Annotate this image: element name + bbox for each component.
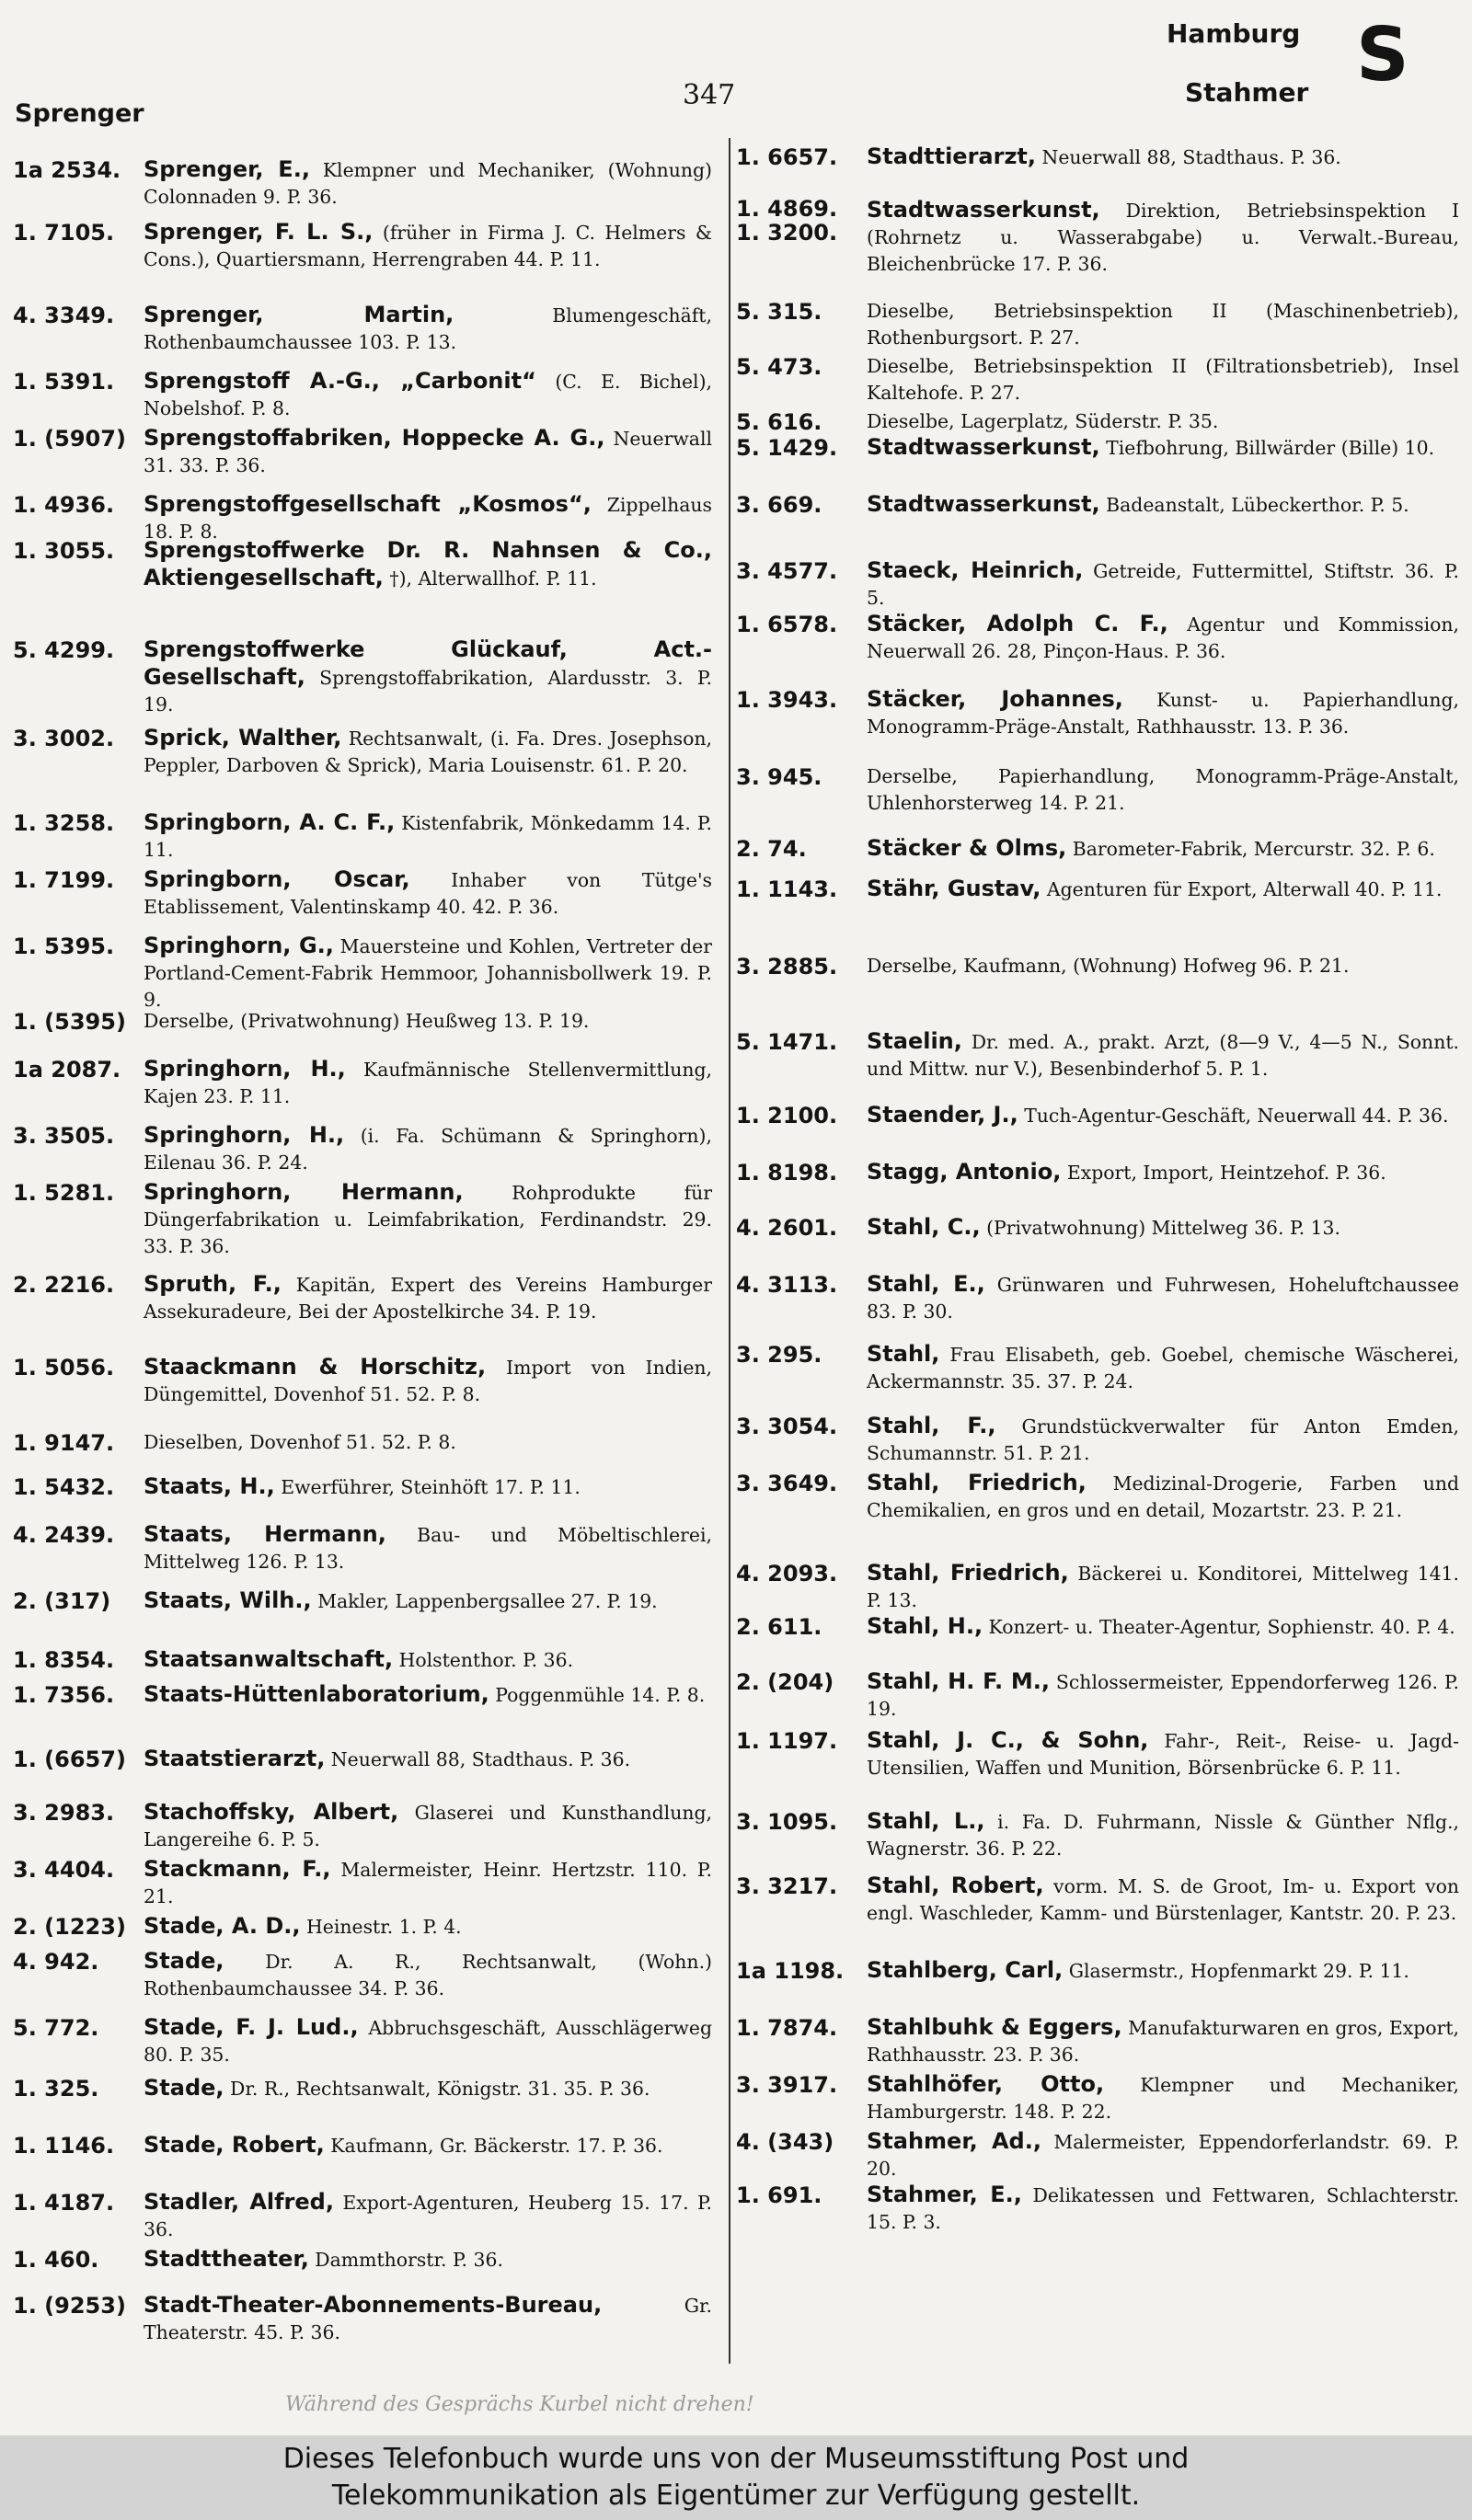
entry-name: Stadt-Theater-Abonnements-Bureau, xyxy=(144,2292,603,2318)
entry-details: Derselbe, (Privatwohnung) Heußweg 13. P. 19. xyxy=(144,1010,590,1032)
phone-number: 5. 616. xyxy=(736,409,822,435)
entry-text xyxy=(867,611,1459,665)
phone-number: 3. 295. xyxy=(736,1342,822,1368)
entry-details: Frau Elisabeth, geb. Goebel, chemische Wäscherei, Ackermannstr. 35. 37. P. 24. xyxy=(867,1344,1460,1392)
entry-text xyxy=(867,2128,1459,2182)
entry-name: Staats, H., xyxy=(144,1473,275,1499)
entry-text xyxy=(144,1056,712,1110)
entry-details: Agentur und Kommission, Neuerwall 26. 28, Pinçon-Haus. P. 36. xyxy=(867,613,1460,662)
entry-details: Manufakturwaren en gros, Export, Rathhausstr. 23. P. 36. xyxy=(867,2017,1459,2066)
entry-details: Dr. R., Rechtsanwalt, Königstr. 31. 35. P. 36. xyxy=(230,2078,650,2100)
bottom-notice: Während des Gesprächs Kurbel nicht drehen! xyxy=(285,2393,754,2416)
entry-details: Heinestr. 1. P. 4. xyxy=(306,1916,462,1938)
entry-details: Sprengstoffabrikation, Alardusstr. 3. P. 19. xyxy=(144,667,713,716)
entry-details: Glasermstr., Hopfenmarkt 29. P. 11. xyxy=(1068,1960,1409,1982)
entry-name: Stade, xyxy=(144,1948,224,1974)
phone-number: 3. 3505. xyxy=(13,1123,115,1149)
entry-text xyxy=(867,876,1459,903)
entry-name: Sprick, Walther, xyxy=(144,725,342,750)
phone-number: 1. 3055. xyxy=(13,538,115,564)
entry-details: i. Fa. D. Fuhrmann, Nissle & Günther Nflg., Wagnerstr. 36. P. 22. xyxy=(867,1811,1460,1860)
entry-text xyxy=(144,1179,712,1260)
entry-text xyxy=(867,1613,1459,1641)
phone-number: 1. (5907) xyxy=(13,426,126,452)
entry-name: Stachoffsky, Albert, xyxy=(144,1799,399,1825)
entry-details: Malermeister, Heinr. Hertzstr. 110. P. 21. xyxy=(144,1859,712,1907)
phone-number: 1. 691. xyxy=(736,2182,822,2208)
phone-number: 1. 6657. xyxy=(736,144,838,170)
entry-details: Dr. A. R., Rechtsanwalt, (Wohn.) Rothenbaumchaussee 34. P. 36. xyxy=(144,1951,713,1999)
phone-number: 3. 3002. xyxy=(13,726,115,751)
entry-name: Stadtwasserkunst, xyxy=(867,197,1100,223)
entry-details: Poggenmühle 14. P. 8. xyxy=(495,1684,706,1706)
entry-name: Stahl, H. F. M., xyxy=(867,1668,1051,1694)
entry-text xyxy=(144,2014,712,2068)
phone-number: 1. 3258. xyxy=(13,810,115,836)
entry-text xyxy=(867,1873,1459,1927)
entry-text xyxy=(867,1271,1459,1325)
entry-details: Dr. med. A., prakt. Arzt, (8—9 V., 4—5 N., Sonnt. und Mittw. nur V.), Besenbinderhof 5. P. 1. xyxy=(867,1031,1460,1080)
phone-number: 1. 8354. xyxy=(13,1647,115,1673)
entry-text xyxy=(867,1957,1459,1985)
entry-text xyxy=(144,636,712,718)
entry-details: (i. Fa. Schümann & Springhorn), Eilenau 36. P. 24. xyxy=(144,1125,712,1174)
phone-number: 1. 325. xyxy=(13,2076,99,2102)
phone-number: 3. 1095. xyxy=(736,1809,838,1835)
entry-text xyxy=(144,1856,712,1910)
entry-details: Zippelhaus 18. P. 8. xyxy=(144,494,712,543)
phone-number: 5. 4299. xyxy=(13,637,115,663)
phone-number: 3. 3054. xyxy=(736,1414,838,1439)
entry-details: Delikatessen und Fettwaren, Schlachterstr. 15. P. 3. xyxy=(867,2184,1460,2233)
phone-number: 1. 4187. xyxy=(13,2190,115,2216)
phone-number: 1a 2534. xyxy=(13,157,121,183)
entry-text xyxy=(144,1008,712,1035)
entry-name: Stadtwasserkunst, xyxy=(867,434,1100,460)
phone-number: 1a 2087. xyxy=(13,1057,121,1082)
entry-details: Fahr-, Reit-, Reise- u. Jagd-Utensilien, Waffen und Munition, Börsenbrücke 6. P. 11. xyxy=(867,1730,1459,1779)
phone-number: 1. 1143. xyxy=(736,876,838,902)
entry-name: Staeck, Heinrich, xyxy=(867,557,1084,583)
entry-name: Stadttheater, xyxy=(144,2246,309,2272)
phone-number: 5. 315. xyxy=(736,299,822,325)
running-head xyxy=(0,0,1472,138)
phone-number: 1. 1197. xyxy=(736,1728,838,1754)
entry-name: Stäcker, Adolph C. F., xyxy=(867,611,1168,636)
entry-name: Stahl, Robert, xyxy=(867,1873,1044,1898)
entry-name: Springhorn, H., xyxy=(144,1056,346,1082)
footer-line-2: Telekommunikation als Eigentümer zur Verfügung gestellt. xyxy=(331,2480,1141,2512)
entry-name: Stahl, Friedrich, xyxy=(867,1470,1087,1495)
entry-details: Neuerwall 88, Stadthaus. P. 36. xyxy=(330,1748,631,1770)
entry-name: Staatstierarzt, xyxy=(144,1746,326,1771)
entry-details: Tuch-Agentur-Geschäft, Neuerwall 44. P. 36. xyxy=(1024,1105,1449,1127)
entry-text xyxy=(867,835,1459,863)
entry-name: Stadttierarzt, xyxy=(867,143,1037,169)
entry-name: Stahlbuhk & Eggers, xyxy=(867,2014,1122,2040)
entry-details: Blumengeschäft, Rothenbaumchaussee 103. P. 13. xyxy=(144,304,712,353)
entry-details: Schlossermeister, Eppendorferweg 126. P. 19. xyxy=(867,1671,1459,1720)
entry-name: Sprengstoffabriken, Hoppecke A. G., xyxy=(144,425,605,451)
entry-name: Stahl, H., xyxy=(867,1613,983,1639)
phone-number: 3. 2885. xyxy=(736,954,838,979)
entry-name: Stahl, xyxy=(867,1341,940,1367)
entry-name: Stadtwasserkunst, xyxy=(867,491,1100,517)
entry-name: Stade, Robert, xyxy=(144,2132,325,2158)
entry-name: Stahl, J. C., & Sohn, xyxy=(867,1727,1149,1753)
entry-details: Export-Agenturen, Heuberg 15. 17. P. 36. xyxy=(144,2192,713,2240)
entry-name: Springhorn, H., xyxy=(144,1122,345,1148)
entry-text xyxy=(144,1646,712,1674)
entry-name: Staelin, xyxy=(867,1028,962,1054)
entry-details: Derselbe, Papierhandlung, Monogramm-Präge-Anstalt, Uhlenhorsterweg 14. P. 21. xyxy=(867,765,1459,814)
entry-text xyxy=(867,2182,1459,2236)
entry-name: Stahmer, E., xyxy=(867,2182,1022,2207)
entry-details: Dieselben, Dovenhof 51. 52. P. 8. xyxy=(144,1431,456,1453)
entry-text xyxy=(867,1470,1459,1524)
entry-text xyxy=(144,1681,712,1709)
phone-number: 1. 5395. xyxy=(13,934,115,959)
phone-number: 3. 669. xyxy=(736,492,822,518)
phone-number: 1. 7356. xyxy=(13,1682,115,1708)
phone-number: 1. 5281. xyxy=(13,1180,115,1206)
entry-name: Sprenger, E., xyxy=(144,156,310,182)
entry-text xyxy=(144,2292,712,2346)
entry-name: Stahl, F., xyxy=(867,1413,996,1438)
entry-text xyxy=(144,1429,712,1456)
entry-text xyxy=(867,408,1459,435)
entry-name: Springhorn, G., xyxy=(144,933,334,958)
entry-name: Stäcker & Olms, xyxy=(867,835,1067,861)
entry-details: Grünwaren und Fuhrwesen, Hoheluftchaussee 83. P. 30. xyxy=(867,1274,1459,1323)
entry-details: (C. E. Bichel), Nobelshof. P. 8. xyxy=(144,371,713,419)
entry-details: Makler, Lappenbergsallee 27. P. 19. xyxy=(317,1590,658,1612)
entry-details: Malermeister, Eppendorferlandstr. 69. P. 20. xyxy=(867,2131,1460,2180)
phone-number: 5. 772. xyxy=(13,2015,99,2041)
entry-name: Staats, Wilh., xyxy=(144,1587,312,1613)
entry-name: Sprengstoffwerke Dr. R. Nahnsen & Co., Aktiengesellschaft, xyxy=(144,537,712,590)
phone-number: 5. 1429. xyxy=(736,435,838,461)
entry-details: Tiefbohrung, Billwärder (Bille) 10. xyxy=(1106,437,1435,459)
entry-text xyxy=(867,2071,1459,2125)
entry-details: Kistenfabrik, Mönkedamm 14. P. 11. xyxy=(144,812,712,861)
entry-text xyxy=(867,1214,1459,1242)
entry-text xyxy=(144,368,712,422)
entry-text xyxy=(144,933,712,1014)
entry-details: Glaserei und Kunsthandlung, Langereihe 6. P. 5. xyxy=(144,1802,712,1850)
entry-text xyxy=(144,2075,712,2102)
entry-details: Medizinal-Drogerie, Farben und Chemikalien, en gros und en detail, Mozartstr. 23. P. 21. xyxy=(867,1472,1460,1521)
phone-number: 4. (343) xyxy=(736,2129,834,2155)
entry-details: Barometer-Fabrik, Mercurstr. 32. P. 6. xyxy=(1072,838,1435,860)
entry-text xyxy=(867,763,1459,817)
phone-number: 4. 942. xyxy=(13,1949,99,1975)
column-divider xyxy=(729,138,730,2364)
entry-text xyxy=(867,1727,1459,1781)
entry-details: Gr. Theaterstr. 45. P. 36. xyxy=(144,2295,712,2343)
entry-details: Rohprodukte für Düngerfabrikation u. Leimfabrikation, Ferdinandstr. 29. 33. P. 36. xyxy=(144,1182,712,1257)
entry-text xyxy=(867,143,1459,171)
letter-tab: S xyxy=(1356,12,1409,97)
entry-name: Staats, Hermann, xyxy=(144,1521,386,1547)
phone-number: 1. (6657) xyxy=(13,1747,126,1772)
entry-name: Stahl, C., xyxy=(867,1214,981,1240)
entry-text xyxy=(867,2014,1459,2068)
phone-number: 1. 7105. xyxy=(13,220,115,246)
entry-text xyxy=(867,491,1459,519)
phone-number: 1. 2100. xyxy=(736,1103,838,1128)
entry-details: Dieselbe, Betriebsinspektion II (Maschinenbetrieb), Rothenburgsort. P. 27. xyxy=(867,300,1459,349)
phone-number: 1. 6578. xyxy=(736,612,838,637)
phone-number: 2. 74. xyxy=(736,836,807,862)
entry-text xyxy=(867,434,1459,462)
phone-number: 1. 1146. xyxy=(13,2133,115,2159)
entry-name: Stahl, E., xyxy=(867,1271,985,1297)
entry-name: Sprenger, Martin, xyxy=(144,302,454,327)
phone-number: 4. 2601. xyxy=(736,1215,838,1241)
entry-text xyxy=(144,1799,712,1853)
phone-number: 3. 4404. xyxy=(13,1857,115,1883)
entry-text xyxy=(867,557,1459,612)
entry-name: Stahl, L., xyxy=(867,1808,985,1834)
phone-number: 3. 945. xyxy=(736,764,822,790)
phone-number: 1. 5056. xyxy=(13,1355,115,1380)
phone-number: 1. 460. xyxy=(13,2247,99,2273)
entry-text xyxy=(867,197,1459,278)
phone-number: 1. 8198. xyxy=(736,1160,838,1186)
entry-details: Kaufmännische Stellenvermittlung, Kajen 23. P. 11. xyxy=(144,1059,712,1107)
phone-number: 1. (9253) xyxy=(13,2293,126,2319)
entry-text xyxy=(144,156,712,211)
phone-number: 2. (317) xyxy=(13,1588,111,1614)
entry-details: Holstenthor. P. 36. xyxy=(398,1649,574,1671)
phone-number: 3. 3649. xyxy=(736,1471,838,1496)
entry-text xyxy=(144,1521,712,1575)
phone-number: 1. 4869. 1. 3200. xyxy=(736,196,838,246)
entry-text xyxy=(867,1341,1459,1395)
phone-number: 4. 2093. xyxy=(736,1561,838,1586)
entry-text xyxy=(867,353,1459,407)
phone-number: 5. 473. xyxy=(736,354,822,380)
phone-number: 3. 2983. xyxy=(13,1800,115,1826)
entry-name: Sprengstoff A.-G., „Carbonit“ xyxy=(144,368,536,394)
page-number: 347 xyxy=(683,79,736,111)
entry-name: Sprengstoffwerke Glückauf, Act.-Gesellschaft, xyxy=(144,636,712,690)
running-head-last-entry: Stahmer xyxy=(1185,77,1309,108)
entry-details: Abbruchsgeschäft, Ausschlägerweg 80. P. 35. xyxy=(144,2017,713,2066)
entry-text xyxy=(144,302,712,356)
entry-name: Springborn, Oscar, xyxy=(144,866,410,892)
entry-name: Staackmann & Horschitz, xyxy=(144,1354,487,1380)
entry-name: Staatsanwaltschaft, xyxy=(144,1646,394,1672)
entry-name: Spruth, F., xyxy=(144,1271,282,1297)
entry-name: Stagg, Antonio, xyxy=(867,1159,1062,1185)
entry-details: Rechtsanwalt, (i. Fa. Dres. Josephson, Peppler, Darboven & Sprick), Maria Louisenstr. 61. P. 20. xyxy=(144,727,712,776)
entry-text xyxy=(867,953,1459,979)
entry-details: Agenturen für Export, Alterwall 40. P. 11. xyxy=(1046,878,1443,900)
city-heading: Hamburg xyxy=(1167,18,1301,49)
footer-line-1: Dieses Telefonbuch wurde uns von der Museumsstiftung Post und xyxy=(282,2443,1190,2475)
entry-name: Stähr, Gustav, xyxy=(867,876,1041,901)
entry-text xyxy=(867,1102,1459,1129)
entry-text xyxy=(144,537,712,592)
phone-number: 1. 7874. xyxy=(736,2015,838,2041)
entry-text xyxy=(867,686,1459,740)
entry-name: Stade, A. D., xyxy=(144,1913,301,1939)
entry-text xyxy=(867,1668,1459,1723)
phone-number: 1. 5432. xyxy=(13,1474,115,1500)
entry-details: (früher in Firma J. C. Helmers & Cons.), Quartiersmann, Herrengraben 44. P. 11. xyxy=(144,222,713,270)
phone-number: 4. 3113. xyxy=(736,1272,838,1298)
entry-details: vorm. M. S. de Groot, Im- u. Export von engl. Waschleder, Kamm- und Bürstenlager, Kantstr. 20. P. 23. xyxy=(867,1875,1460,1924)
entry-text xyxy=(867,298,1459,351)
entry-details: Ewerführer, Steinhöft 17. P. 11. xyxy=(281,1476,581,1498)
entry-details: Neuerwall 88, Stadthaus. P. 36. xyxy=(1041,146,1341,168)
entry-text xyxy=(144,2189,712,2243)
entry-details: Mauersteine und Kohlen, Vertreter der Portland-Cement-Fabrik Hemmoor, Johannisbollwerk 19. P. 9. xyxy=(144,935,712,1011)
entry-text xyxy=(144,1948,712,2002)
entry-details: Klempner und Mechaniker, (Wohnung) Colonnaden 9. P. 36. xyxy=(144,159,713,208)
entry-details: Direktion, Betriebsinspektion I (Rohrnetz u. Wasserabgabe) u. Verwalt.-Bureau, Bleichenbrücke 17. P. 36. xyxy=(867,200,1459,275)
entry-name: Springborn, A. C. F., xyxy=(144,809,396,835)
phone-number: 4. 3349. xyxy=(13,303,115,328)
entry-details: Grundstückverwalter für Anton Emden, Schumannstr. 51. P. 21. xyxy=(867,1415,1460,1464)
phone-number: 2. (204) xyxy=(736,1669,834,1695)
entry-text xyxy=(144,866,712,921)
entry-name: Stadler, Alfred, xyxy=(144,2189,334,2215)
entry-details: Kapitän, Expert des Vereins Hamburger Assekuradeure, Bei der Apostelkirche 34. P. 19. xyxy=(144,1274,712,1323)
phone-number: 1. 3943. xyxy=(736,687,838,713)
entry-text xyxy=(867,1808,1459,1862)
entry-details: Neuerwall 31. 33. P. 36. xyxy=(144,428,712,476)
entry-details: Badeanstalt, Lübeckerthor. P. 5. xyxy=(1106,494,1409,516)
entry-text xyxy=(144,1354,712,1408)
entry-name: Staats-Hüttenlaboratorium, xyxy=(144,1681,489,1707)
entry-name: Stackmann, F., xyxy=(144,1856,331,1882)
entry-details: †), Alterwallhof. P. 11. xyxy=(389,567,597,590)
entry-details: Konzert- u. Theater-Agentur, Sophienstr. 40. P. 4. xyxy=(988,1616,1455,1638)
entry-name: Stahlhöfer, Otto, xyxy=(867,2071,1105,2097)
entry-details: Kaufmann, Gr. Bäckerstr. 17. P. 36. xyxy=(330,2135,663,2157)
entry-text xyxy=(144,2132,712,2159)
entry-details: Dieselbe, Lagerplatz, Süderstr. P. 35. xyxy=(867,410,1219,432)
phone-number: 1. 9147. xyxy=(13,1430,115,1456)
entry-name: Stahl, Friedrich, xyxy=(867,1560,1069,1586)
entry-text xyxy=(144,1746,712,1773)
entry-details: Inhaber von Tütge's Etablissement, Valentinskamp 40. 42. P. 36. xyxy=(144,869,713,918)
entry-name: Staender, J., xyxy=(867,1102,1018,1128)
entry-text xyxy=(867,1159,1459,1186)
phone-number: 3. 3917. xyxy=(736,2072,838,2098)
entry-text xyxy=(144,1122,712,1176)
phone-number: 2. (1223) xyxy=(13,1914,126,1940)
entry-text xyxy=(144,1473,712,1501)
entry-name: Sprengstoffgesellschaft „Kosmos“, xyxy=(144,491,592,517)
phone-number: 3. 3217. xyxy=(736,1873,838,1899)
entry-name: Stahmer, Ad., xyxy=(867,2128,1041,2154)
entry-text xyxy=(144,425,712,479)
entry-details: Kunst- u. Papierhandlung, Monogramm-Präge-Anstalt, Rathhausstr. 13. P. 36. xyxy=(867,689,1459,738)
entry-details: Dieselbe, Betriebsinspektion II (Filtrationsbetrieb), Insel Kaltehofe. P. 27. xyxy=(867,355,1459,404)
phone-number: 2. 611. xyxy=(736,1614,822,1640)
entry-details: Klempner und Mechaniker, Hamburgerstr. 148. P. 22. xyxy=(867,2074,1459,2123)
running-head-first-entry: Sprenger xyxy=(15,99,144,128)
entry-text xyxy=(144,1587,712,1615)
entry-name: Stäcker, Johannes, xyxy=(867,686,1123,712)
entry-name: Stade, F. J. Lud., xyxy=(144,2014,359,2040)
entry-details: Getreide, Futtermittel, Stiftstr. 36. P. 5. xyxy=(867,560,1460,609)
entry-name: Springhorn, Hermann, xyxy=(144,1179,464,1205)
entry-text xyxy=(144,1271,712,1325)
entry-name: Stahlberg, Carl, xyxy=(867,1957,1064,1983)
entry-text xyxy=(144,219,712,273)
entry-text xyxy=(144,809,712,864)
entry-text xyxy=(144,2246,712,2274)
entry-name: Sprenger, F. L. S., xyxy=(144,219,374,245)
entry-details: Bäckerei u. Konditorei, Mittelweg 141. P. 13. xyxy=(867,1563,1460,1611)
entry-details: Bau- und Möbeltischlerei, Mittelweg 126. P. 13. xyxy=(144,1524,712,1573)
entry-text xyxy=(144,1913,712,1941)
entry-text xyxy=(867,1413,1459,1467)
phone-number: 4. 2439. xyxy=(13,1522,115,1548)
footer-banner xyxy=(0,2435,1472,2520)
phone-number: 1. 5391. xyxy=(13,369,115,395)
phone-number: 2. 2216. xyxy=(13,1272,115,1298)
entry-details: Dammthorstr. P. 36. xyxy=(315,2249,503,2271)
entry-details: (Privatwohnung) Mittelweg 36. P. 13. xyxy=(986,1217,1340,1239)
phone-number: 1. 4936. xyxy=(13,492,115,518)
entry-text xyxy=(867,1028,1459,1082)
phone-number: 3. 4577. xyxy=(736,558,838,584)
entry-details: Export, Import, Heintzehof. P. 36. xyxy=(1066,1162,1386,1184)
phone-number: 1a 1198. xyxy=(736,1958,845,1984)
entry-name: Stade, xyxy=(144,2075,224,2101)
phone-number: 5. 1471. xyxy=(736,1029,838,1055)
entry-details: Import von Indien, Düngemittel, Dovenhof 51. 52. P. 8. xyxy=(144,1357,713,1405)
phone-number: 1. (5395) xyxy=(13,1009,126,1035)
entry-text xyxy=(144,725,712,779)
entry-details: Derselbe, Kaufmann, (Wohnung) Hofweg 96. P. 21. xyxy=(867,955,1350,977)
phone-number: 1. 7199. xyxy=(13,867,115,893)
entry-text xyxy=(867,1560,1459,1614)
